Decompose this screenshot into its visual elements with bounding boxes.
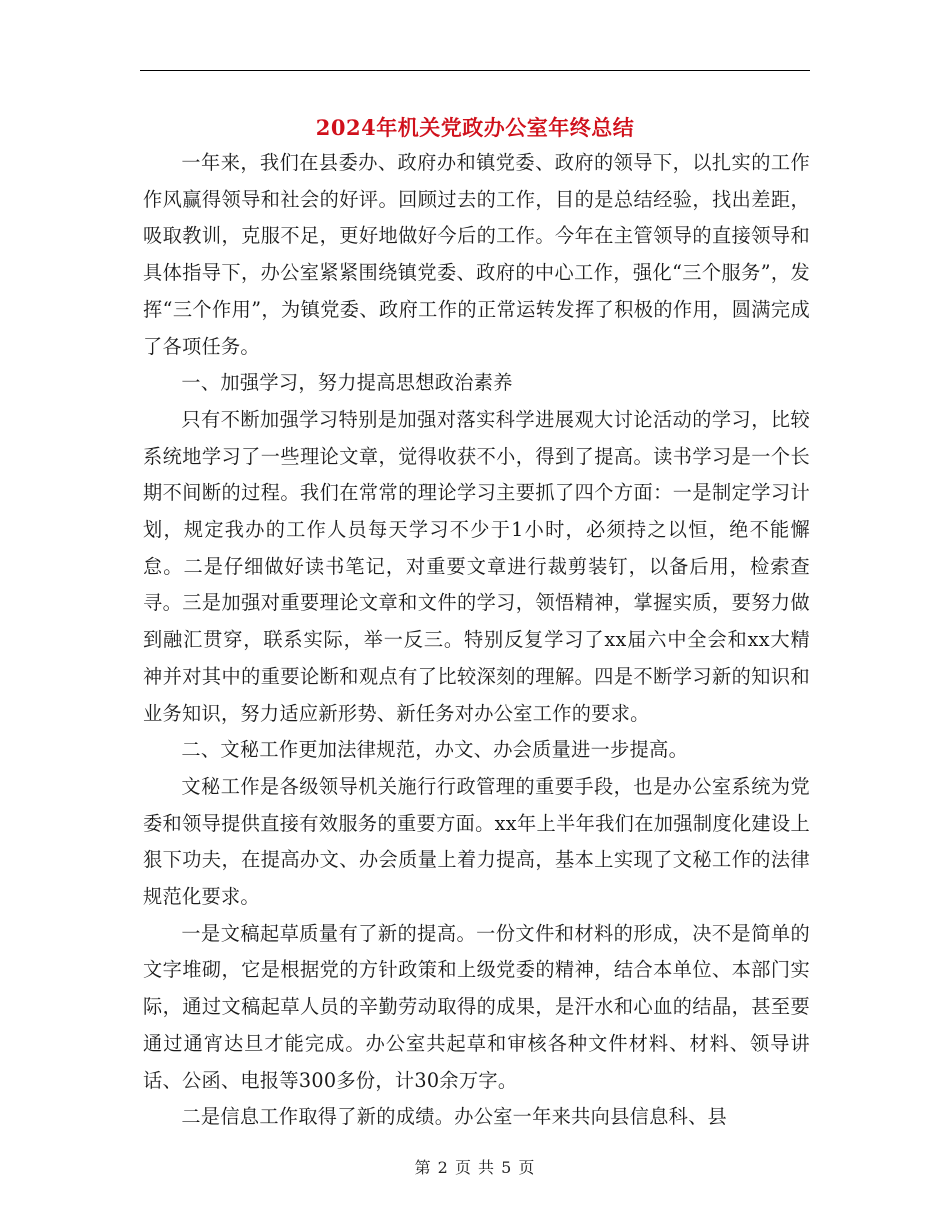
paragraph-secretarial: 文秘工作是各级领导机关施行行政管理的重要手段，也是办公室系统为党委和领导提供直接有效服务的重要方面。xx年上半年我们在加强制度化建设上狠下功夫，在提高办文、办会质量上着力提高，基本上实现了文秘工作的法律规范化要求。: [143, 774, 810, 909]
document-body: [143, 145, 810, 1136]
paragraph-study: 只有不断加强学习特别是加强对落实科学进展观大讨论活动的学习，比较系统地学习了一些理论文章，觉得收获不小，得到了提高。读书学习是一个长期不间断的过程。我们在常常的理论学习主要抓了四个方面：一是制定学习计划，规定我办的工作人员每天学习不少于1小时，必须持之以恒，绝不能懈怠。二是仔细做好读书笔记，对重要文章进行裁剪装钉，以备后用，检索查寻。三是加强对重要理论文章和文件的学习，领悟精神，掌握实质，要努力做到融汇贯穿，联系实际，举一反三。特别反复学习了xx届六中全会和xx大精神并对其中的重要论断和观点有了比较深刻的理解。四是不断学习新的知识和业务知识，努力适应新形势、新任务对办公室工作的要求。: [143, 407, 810, 725]
paragraph-information: 二是信息工作取得了新的成绩。办公室一年来共向县信息科、县: [181, 1105, 728, 1129]
document-title: 2024年机关党政办公室年终总结: [315, 115, 635, 140]
page-number: 第 2 页 共 5 页: [414, 1158, 536, 1177]
section-heading-2: 二、文秘工作更加法律规范，办文、办会质量进一步提高。: [181, 738, 689, 762]
header-rule: [140, 70, 810, 71]
paragraph-drafting: 一是文稿起草质量有了新的提高。一份文件和材料的形成，决不是简单的文字堆砌，它是根据党的方针政策和上级党委的精神，结合本单位、本部门实际，通过文稿起草人员的辛勤劳动取得的成果，是汗水和心血的结晶，甚至要通过通宵达旦才能完成。办公室共起草和审核各种文件材料、材料、领导讲话、公函、电报等300多份，计30余万字。: [143, 921, 810, 1092]
paragraph-intro: 一年来，我们在县委办、政府办和镇党委、政府的领导下，以扎实的工作作风赢得领导和社会的好评。回顾过去的工作，目的是总结经验，找出差距，吸取教训，克服不足，更好地做好今后的工作。今年在主管领导的直接领导和具体指导下，办公室紧紧围绕镇党委、政府的中心工作，强化“三个服务”，发挥“三个作用”，为镇党委、政府工作的正常运转发挥了积极的作用，圆满完成了各项任务。: [143, 151, 810, 358]
section-heading-1: 一、加强学习，努力提高思想政治素养: [181, 371, 513, 395]
